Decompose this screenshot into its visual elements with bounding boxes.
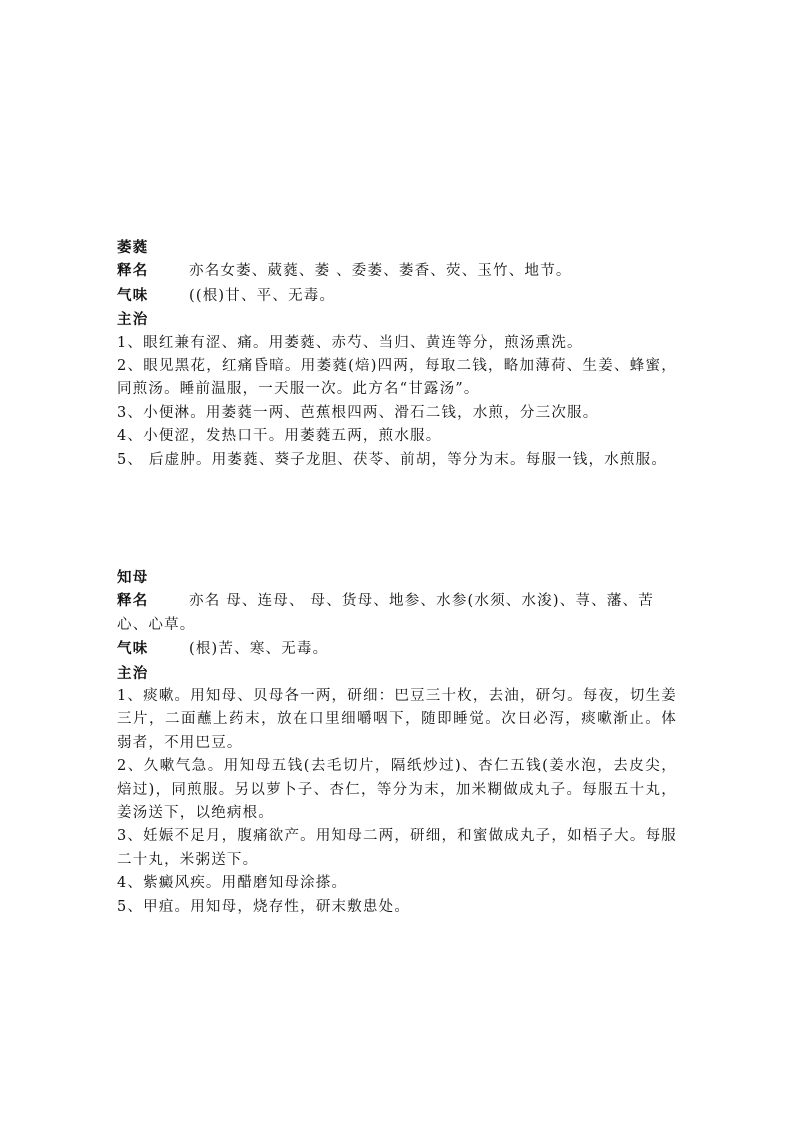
herb-title: 知母: [117, 569, 149, 586]
indication-item: 1、眼红兼有涩、痛。用萎蕤、赤芍、当归、黄连等分，煎汤熏洗。: [117, 334, 583, 351]
alias-row: [117, 589, 677, 637]
indication-item: 3、妊娠不足月，腹痛欲产。用知母二两，研细，和蜜做成丸子，如梧子大。每服二十丸，米粥送下。: [117, 828, 677, 868]
indication-item: 2、久嗽气急。用知母五钱(去毛切片，隔纸炒过)、杏仁五钱(姜水泡，去皮尖，焙过)，同煎服。另以萝卜子、杏仁，等分为末，加米糊做成丸子。每服五十丸，姜汤送下，以绝病根。: [117, 758, 677, 822]
alias-text: 亦名 母、连母、 母、货母、地参、水参(水须、水浚)、荨、藩、苦心、心草。: [117, 593, 654, 633]
indication-item: 3、小便淋。用萎蕤一两、芭蕉根四两、滑石二钱，水煎，分三次服。: [117, 404, 599, 421]
indication-item: 1、痰嗽。用知母、贝母各一两，研细：巴豆三十枚，去油，研匀。每夜，切生姜三片，二面蘸上药末，放在口里细嚼咽下，随即睡觉。次日必泻，痰嗽渐止。体弱者，不用巴豆。: [117, 688, 677, 751]
taste-text: (根)苦、寒、无毒。: [189, 641, 329, 658]
taste-row: [117, 637, 677, 661]
indications-label: 主治: [117, 664, 149, 682]
herb-title: 萎蕤: [117, 239, 149, 256]
taste-label: 气味: [117, 286, 149, 304]
alias-label: 释名: [117, 262, 149, 280]
alias-row: [117, 259, 677, 283]
indication-item: 5、甲疽。用知母，烧存性，研末敷患处。: [117, 898, 411, 915]
indication-item: 5、 后虚肿。用萎蕤、葵子龙胆、茯苓、前胡，等分为末。每服一钱，水煎服。: [117, 451, 668, 468]
herb-entry-weirui: [117, 236, 677, 472]
herb-entry-zhimu: [117, 566, 677, 919]
indications-label: 主治: [117, 311, 149, 329]
taste-label: 气味: [117, 640, 149, 658]
alias-text: 亦名女萎、葳蕤、萎 、委萎、萎香、荧、玉竹、地节。: [189, 263, 572, 280]
taste-text: ((根)甘、平、无毒。: [189, 287, 336, 304]
indication-item: 2、眼见黑花，红痛昏暗。用萎蕤(焙)四两，每取二钱，略加薄荷、生姜、蜂蜜，同煎汤。睡前温服，一天服一次。此方名“甘露汤”。: [117, 358, 677, 398]
indication-item: 4、小便涩，发热口干。用萎蕤五两，煎水服。: [117, 428, 442, 445]
indication-item: 4、紫癜风疾。用醋磨知母涂搽。: [117, 875, 348, 892]
taste-row: [117, 284, 677, 308]
alias-label: 释名: [117, 592, 149, 610]
